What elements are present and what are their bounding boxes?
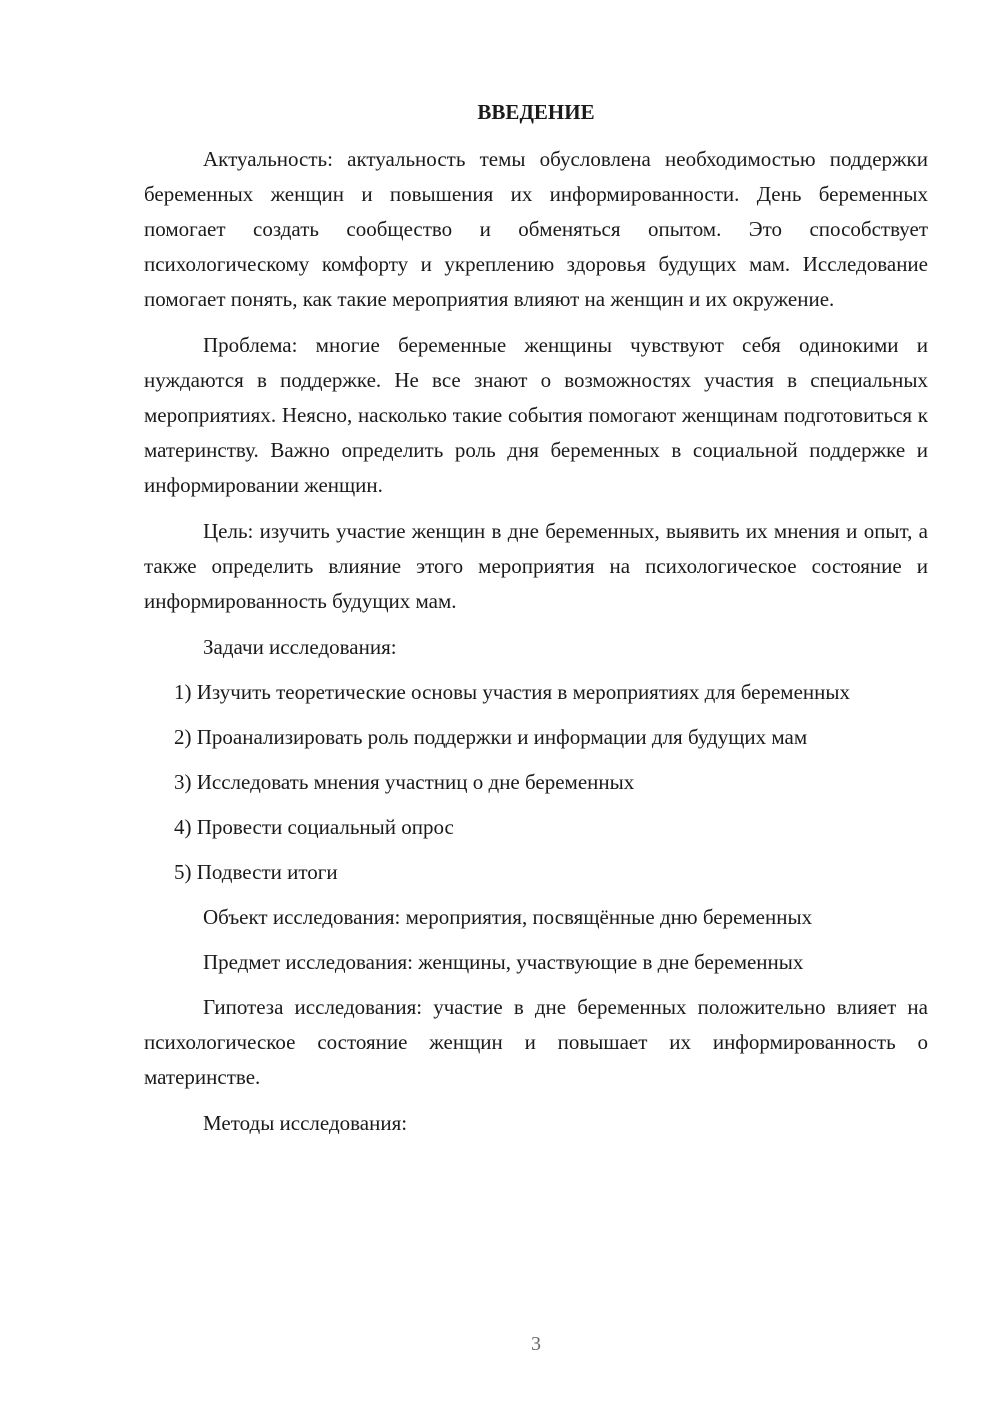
goal-paragraph: Цель: изучить участие женщин в дне беременных, выявить их мнения и опыт, а также определить влияние этого мероприятия на психологическое состояние и информированность будущих мам. xyxy=(144,519,928,613)
page-title: ВВЕДЕНИЕ xyxy=(477,100,595,124)
page-content xyxy=(144,95,928,1151)
methods-heading: Методы исследования: xyxy=(203,1111,408,1135)
relevance-paragraph: Актуальность: актуальность темы обусловлена необходимостью поддержки беременных женщин и повышения их информированности. День беременных помогает создать сообщество и обменяться опытом. Это способствует психологическому комфорту и укреплению здоровья будущих мам. Исследование помогает понять, как такие мероприятия влияют на женщин и их окружение. xyxy=(144,147,928,311)
task-item: 4) Провести социальный опрос xyxy=(174,815,454,839)
task-item: 1) Изучить теоретические основы участия в мероприятиях для беременных xyxy=(174,680,850,704)
task-item: 5) Подвести итоги xyxy=(174,860,338,884)
task-item: 3) Исследовать мнения участниц о дне беременных xyxy=(174,770,635,794)
page-number: 3 xyxy=(531,1333,541,1355)
hypothesis-paragraph: Гипотеза исследования: участие в дне беременных положительно влияет на психологическое состояние женщин и повышает их информированность о материнстве. xyxy=(144,995,928,1089)
research-subject: Предмет исследования: женщины, участвующие в дне беременных xyxy=(203,950,804,974)
task-item: 2) Проанализировать роль поддержки и информации для будущих мам xyxy=(174,725,808,749)
research-object: Объект исследования: мероприятия, посвящённые дню беременных xyxy=(203,905,813,929)
tasks-heading: Задачи исследования: xyxy=(203,635,397,659)
problem-paragraph: Проблема: многие беременные женщины чувствуют себя одинокими и нуждаются в поддержке. Не все знают о возможностях участия в специальных мероприятиях. Неясно, насколько такие события помогают женщинам подготовиться к материнству. Важно определить роль дня беременных в социальной поддержке и информировании женщин. xyxy=(144,333,928,497)
